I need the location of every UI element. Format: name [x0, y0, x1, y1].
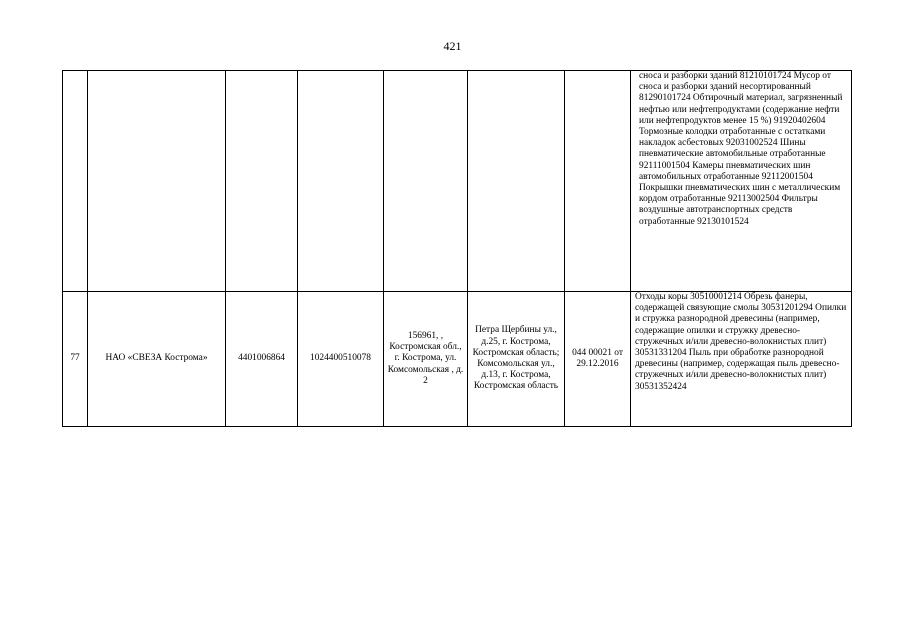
activity-address-cell [468, 71, 565, 292]
row-number-cell: 77 [63, 292, 88, 427]
row-number-cell [63, 71, 88, 292]
waste-types-cell: Отходы коры 30510001214 Обрезь фанеры, содержащей связующие смолы 30531201294 Опилки и стружка разнородной древесины (например, содержащие опилки и стружку древесно-стружечных и/или древесно-волокнистых плит) 30531331204 Пыль при обработке разнородной древесины (например, содержащая пыль древесно-стружечных и/или древесно-волокнистых плит) 30531352424 [631, 292, 852, 427]
table-row [63, 71, 852, 292]
organization-name-cell [88, 71, 226, 292]
ogrn-cell [298, 71, 384, 292]
legal-address-cell [384, 71, 468, 292]
activity-address-cell: Петра Щербины ул., д.25, г. Кострома, Костромская область; Комсомольская ул., д.13, г. Кострома, Костромская область [468, 292, 565, 427]
organization-name-cell: НАО «СВЕЗА Кострома» [88, 292, 226, 427]
inn-cell: 4401006864 [226, 292, 298, 427]
license-number-cell [565, 71, 631, 292]
page-number: 421 [443, 39, 462, 53]
waste-types-cell: сноса и разборки зданий 81210101724 Мусор от сноса и разборки зданий несортированный 81290101724 Обтирочный материал, загрязненный нефтью или нефтепродуктами (содержание нефти или нефтепродуктов менее 15 %) 91920402604 Тормозные колодки отработанные с остатками накладок асбестовых 92031002524 Шины пневматические автомобильные отработанные 92111001504 Камеры пневматических шин автомобильных отработанные 92112001504 Покрышки пневматических шин с металлическим кордом отработанные 92113002504 Фильтры воздушные автотранспортных средств отработанные 92130101524 [631, 71, 852, 292]
ogrn-cell: 1024400510078 [298, 292, 384, 427]
legal-address-cell: 156961, , Костромская обл., г. Кострома, ул. Комсомольская , д. 2 [384, 292, 468, 427]
inn-cell [226, 71, 298, 292]
table-row [63, 292, 852, 427]
license-registry-table [62, 70, 852, 427]
license-number-cell: 044 00021 от 29.12.2016 [565, 292, 631, 427]
